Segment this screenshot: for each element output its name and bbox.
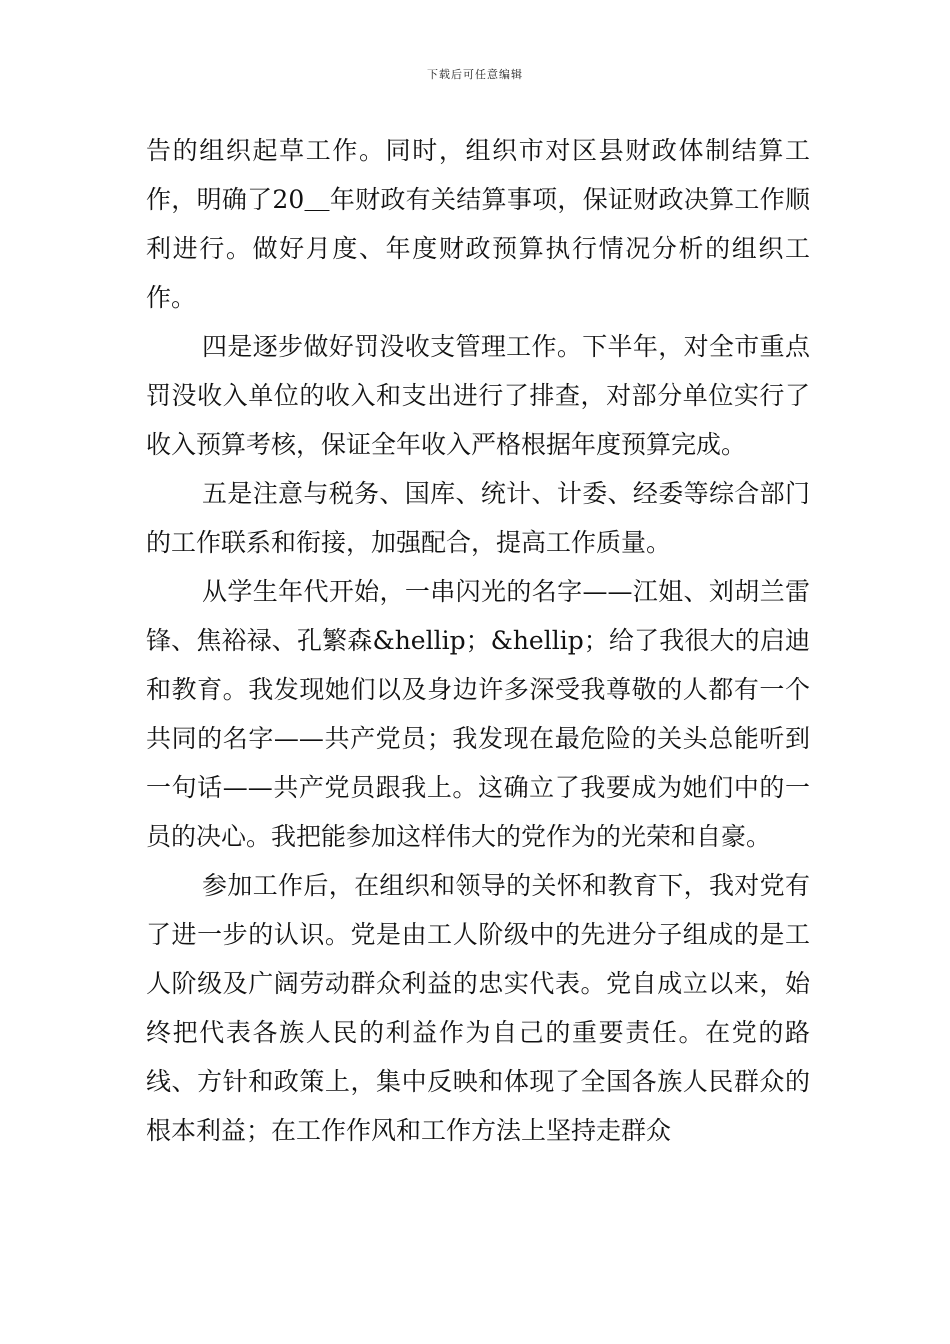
- paragraph-2: 四是逐步做好罚没收支管理工作。下半年，对全市重点罚没收入单位的收入和支出进行了排查，对部分单位实行了收入预算考核，保证全年收入严格根据年度预算完成。: [146, 332, 810, 459]
- paragraph-3: 五是注意与税务、国库、统计、计委、经委等综合部门的工作联系和衔接，加强配合，提高工作质量。: [146, 479, 810, 557]
- paragraph-4: 从学生年代开始，一串闪光的名字——江姐、刘胡兰雷锋、焦裕禄、孔繁森&hellip；&hellip；给了我很大的启迪和教育。我发现她们以及身边许多深受我尊敬的人都有一个共同的名字——共产党员；我发现在最危险的关头总能听到一句话——共产党员跟我上。这确立了我要成为她们中的一员的决心。我把能参加这样伟大的党作为的光荣和自豪。: [146, 577, 810, 851]
- document-body: [146, 126, 810, 1155]
- page-header: 下载后可任意编辑: [427, 68, 523, 81]
- paragraph-5: 参加工作后，在组织和领导的关怀和教育下，我对党有了进一步的认识。党是由工人阶级中的先进分子组成的是工人阶级及广阔劳动群众利益的忠实代表。党自成立以来，始终把代表各族人民的利益作为自己的重要责任。在党的路线、方针和政策上，集中反映和体现了全国各族人民群众的根本利益；在工作作风和工作方法上坚持走群众: [146, 871, 810, 1145]
- paragraph-1: 告的组织起草工作。同时，组织市对区县财政体制结算工作，明确了20＿年财政有关结算事项，保证财政决算工作顺利进行。做好月度、年度财政预算执行情况分析的组织工作。: [146, 136, 810, 312]
